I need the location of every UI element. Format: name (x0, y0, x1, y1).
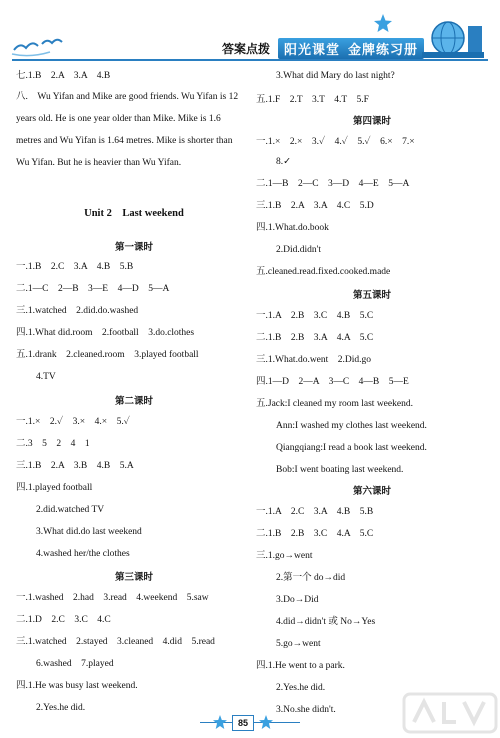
lesson-title: 第二课时 (114, 397, 153, 407)
answer-line: 五.Jack:I cleaned my room last weekend. (256, 399, 413, 409)
answer-line: 2.Did.didn't (276, 245, 321, 255)
answer-line: 3.No.she didn't. (276, 705, 336, 715)
answer-line: 2.Yes.he did. (36, 703, 86, 713)
answer-label: 答案点拨 (222, 41, 271, 56)
answer-line: 二.1—C 2—B 3—E 4—D 5—A (16, 284, 170, 294)
lesson-title: 第一课时 (114, 243, 153, 253)
answer-line: 4.washed her/the clothes (36, 549, 130, 559)
answer-line: 二.1.B 2.B 3.C 4.A 5.C (256, 529, 374, 539)
page-header (0, 0, 500, 62)
lesson-title: 第六课时 (352, 487, 391, 497)
answer-line: 二.1.D 2.C 3.C 4.C (16, 615, 111, 625)
answer-line: 四.1.What did.room 2.football 3.do.clothes (16, 328, 195, 338)
unit-title: Unit 2 Last weekend (84, 208, 184, 219)
answer-line: 二.1.B 2.B 3.A 4.A 5.C (256, 333, 374, 343)
answer-line: 4.did→didn't 或 No→Yes (276, 617, 376, 627)
answer-line: Bob:I went boating last weekend. (276, 465, 404, 475)
answer-line: 一.1.× 2.✓ 3.× 4.× 5.✓ (16, 417, 130, 427)
answer-line: 四.1.He went to a park. (256, 661, 345, 671)
watermark-graphic (400, 690, 500, 736)
answer-line: 三.1.What.do.went 2.Did.go (256, 355, 372, 365)
globe-icon (418, 18, 488, 60)
answer-line: Ann:I washed my clothes last weekend. (276, 421, 427, 431)
answer-line: 一.1.A 2.B 3.C 4.B 5.C (256, 311, 374, 321)
answer-line: 三.1.watched 2.stayed 3.cleaned 4.did 5.read (16, 637, 215, 647)
star-icon (212, 714, 228, 730)
series-title: 阳光课堂 金牌练习册 (278, 38, 424, 59)
answer-line: 五.1.drank 2.cleaned.room 3.played football (16, 350, 199, 360)
birds-icon (10, 34, 70, 58)
answer-line: 2.Yes.he did. (276, 683, 326, 693)
answer-line: 四.1.He was busy last weekend. (16, 681, 138, 691)
answer-line: 二.3 5 2 4 1 (16, 439, 90, 449)
answer-line: 四.1—D 2—A 3—C 4—B 5—E (256, 377, 409, 387)
header-title (222, 38, 424, 58)
answer-line: 一.1.B 2.C 3.A 4.B 5.B (16, 262, 134, 272)
star-icon (258, 714, 274, 730)
answer-line: 3.What did Mary do last night? (276, 71, 395, 81)
answer-line: 5.go→went (276, 639, 321, 649)
lesson-title: 第五课时 (352, 291, 391, 301)
answer-line: 8.✓ (276, 157, 292, 167)
answer-line: 三.1.watched 2.did.do.washed (16, 306, 139, 316)
lesson-title: 第四课时 (352, 117, 391, 127)
page-number: 85 (232, 715, 254, 731)
answer-line: 四.1.played football (16, 483, 93, 493)
answer-line: 二.1—B 2—C 3—D 4—E 5—A (256, 179, 410, 189)
answer-line: 一.1.× 2.× 3.✓ 4.✓ 5.✓ 6.× 7.× (256, 137, 415, 147)
star-icon (372, 12, 394, 34)
answer-line: Qiangqiang:I read a book last weekend. (276, 443, 427, 453)
answer-line: 6.washed 7.played (36, 659, 114, 669)
answer-line: 三.1.go→went (256, 551, 313, 561)
answer-paragraph: 八. Wu Yifan and Mike are good friends. Wu Yifan is 12 years old. He is one year older than Mike. Mike is 1.6 metres and Wu Yifan is 1.64 metres. Mike is shorter than Wu Yifan. But he is heavier than Wu Yifan. (16, 92, 239, 168)
lesson-title: 第三课时 (114, 573, 153, 583)
answer-line: 3.What did.do last weekend (36, 527, 142, 537)
header-rule (12, 59, 488, 61)
answer-line: 三.1.B 2.A 3.B 4.B 5.A (16, 461, 134, 471)
answer-line: 4.TV (36, 372, 56, 382)
answer-line: 2.第一个 do→did (276, 573, 346, 583)
answer-line: 五.1.F 2.T 3.T 4.T 5.F (256, 95, 369, 105)
answer-line: 2.did.watched TV (36, 505, 105, 515)
answer-line: 三.1.B 2.A 3.A 4.C 5.D (256, 201, 374, 211)
answer-line: 五.cleaned.read.fixed.cooked.made (256, 267, 391, 277)
answer-line: 一.1.A 2.C 3.A 4.B 5.B (256, 507, 374, 517)
answer-line: 四.1.What.do.book (256, 223, 329, 233)
answer-line: 一.1.washed 2.had 3.read 4.weekend 5.saw (16, 593, 209, 603)
answer-line: 七.1.B 2.A 3.A 4.B (16, 71, 111, 81)
answer-line: 3.Do→Did (276, 595, 319, 605)
